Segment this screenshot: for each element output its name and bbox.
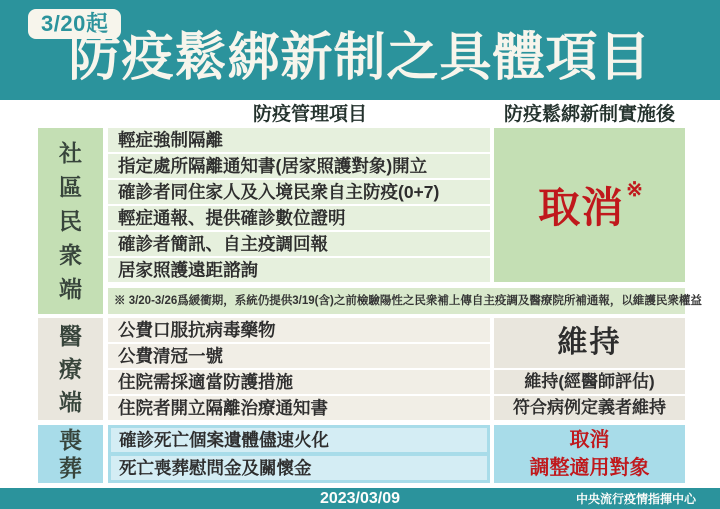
measure-item: 輕症通報、提供確診數位證明 xyxy=(108,206,490,230)
funeral-result-text: 取消 xyxy=(569,429,610,451)
community-result-text: 取消 xyxy=(538,184,625,231)
measure-item: 住院者開立隔離治療通知書 xyxy=(108,396,490,420)
measure-item: 公費清冠一號 xyxy=(108,344,490,368)
section-label-char: 端 xyxy=(59,388,82,415)
funeral-results-block xyxy=(494,425,685,483)
section-label-char: 衆 xyxy=(59,242,82,268)
funeral-items-block xyxy=(108,425,490,483)
funeral-result-text: 調整適用對象 xyxy=(529,457,650,479)
section-label-char: 端 xyxy=(59,276,82,302)
measure-item: 住院需採適當防護措施 xyxy=(108,370,490,394)
section-label-char: 葬 xyxy=(59,455,82,481)
footnote-marker: ※ xyxy=(626,178,643,201)
medical-result-maintain: 維持 xyxy=(494,318,685,368)
footer-agency: 中央流行疫情指揮中心 xyxy=(575,492,696,506)
column-header-measures: 防疫管理項目 xyxy=(252,104,367,125)
community-footnote: ※ 3/20-3/26爲緩衝期，系統仍提供3/19(含)之前檢驗陽性之民衆補上傳自主疫調及醫療院所補通報，以維護民衆權益 xyxy=(108,288,685,314)
community-result-panel xyxy=(494,128,685,282)
section-label-community xyxy=(38,128,103,314)
column-header-after-loosening: 防疫鬆綁新制實施後 xyxy=(503,104,675,125)
medical-result-row3: 維持(經醫師評估) xyxy=(494,370,685,394)
measure-item: 確診死亡個案遺體儘速火化 xyxy=(111,428,487,452)
section-label-char: 喪 xyxy=(59,427,82,453)
page-title: 防疫鬆綁新制之具體項目 xyxy=(68,29,652,87)
section-label-char: 區 xyxy=(59,174,82,200)
medical-result-row4: 符合病例定義者維持 xyxy=(494,396,685,420)
measure-item: 確診者簡訊、自主疫調回報 xyxy=(108,232,490,256)
section-label-char: 醫 xyxy=(59,322,82,349)
measure-item: 輕症強制隔離 xyxy=(108,128,490,152)
measure-item: 指定處所隔離通知書(居家照護對象)開立 xyxy=(108,154,490,178)
effective-date-badge: 3/20起 xyxy=(28,9,121,39)
measure-item: 公費口服抗病毒藥物 xyxy=(108,318,490,342)
measure-item: 居家照護遠距諮詢 xyxy=(108,258,490,282)
section-label-medical xyxy=(38,318,103,420)
section-label-char: 療 xyxy=(59,355,82,382)
footer-date: 2023/03/09 xyxy=(319,490,401,507)
measure-item: 確診者同住家人及入境民衆自主防疫(0+7) xyxy=(108,180,490,204)
section-label-char: 民 xyxy=(59,208,82,234)
section-label-char: 社 xyxy=(59,140,82,166)
measure-item: 死亡喪葬慰問金及關懷金 xyxy=(111,456,487,480)
section-label-funeral xyxy=(38,425,103,483)
